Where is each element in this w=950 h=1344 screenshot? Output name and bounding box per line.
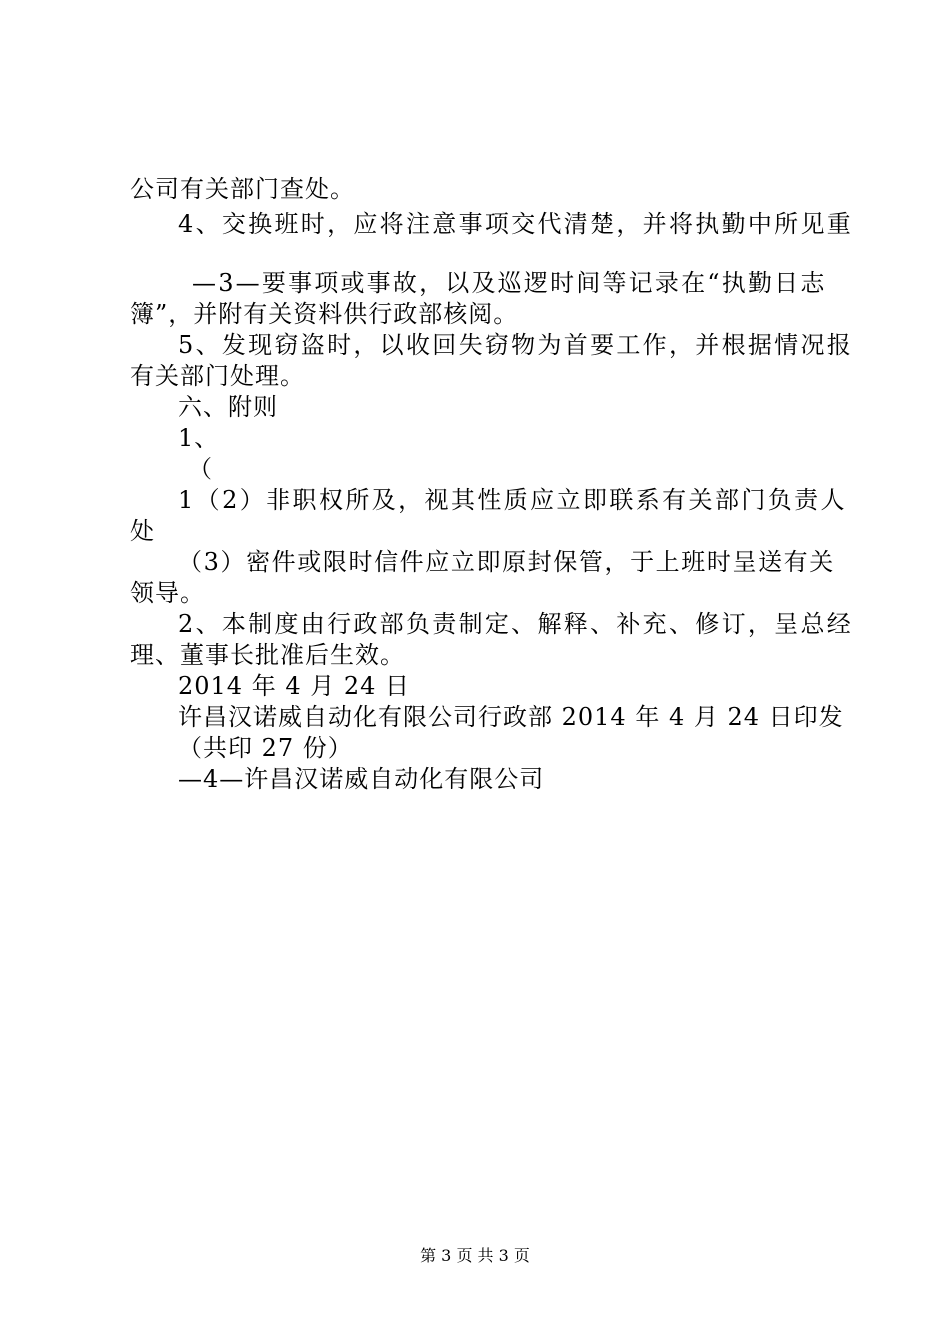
text-line: —3—要事项或事故，以及巡逻时间等记录在“执勤日志 <box>192 269 827 297</box>
section-heading: 六、附则 <box>178 393 278 421</box>
copies-line: （共印 27 份） <box>178 734 353 762</box>
text-line: 1、 <box>178 424 220 452</box>
text-line: 4、交换班时，应将注意事项交代清楚，并将执勤中所见重 <box>178 210 854 238</box>
text-line: —4—许昌汉诺威自动化有限公司 <box>178 765 545 793</box>
page-indicator: 第 3 页 共 3 页 <box>420 1246 530 1265</box>
text-line: （ <box>188 455 213 483</box>
text-line: 1（2）非职权所及，视其性质应立即联系有关部门负责人 <box>178 486 847 514</box>
text-line: （3）密件或限时信件应立即原封保管，于上班时呈送有关 <box>178 548 835 576</box>
text-line: 处 <box>130 517 155 545</box>
text-line: 领导。 <box>130 579 205 607</box>
text-line: 簿”，并附有关资料供行政部核阅。 <box>130 300 519 328</box>
text-line: 公司有关部门查处。 <box>130 175 355 203</box>
text-line: 2、本制度由行政部负责制定、解释、补充、修订，呈总经 <box>178 610 854 638</box>
issuer-line: 许昌汉诺威自动化有限公司行政部 2014 年 4 月 24 日印发 <box>178 703 844 731</box>
text-line: 理、董事长批准后生效。 <box>130 641 405 669</box>
text-line: 5、发现窃盗时，以收回失窃物为首要工作，并根据情况报 <box>178 331 854 359</box>
text-line: 有关部门处理。 <box>130 362 305 390</box>
date-line: 2014 年 4 月 24 日 <box>178 672 411 700</box>
